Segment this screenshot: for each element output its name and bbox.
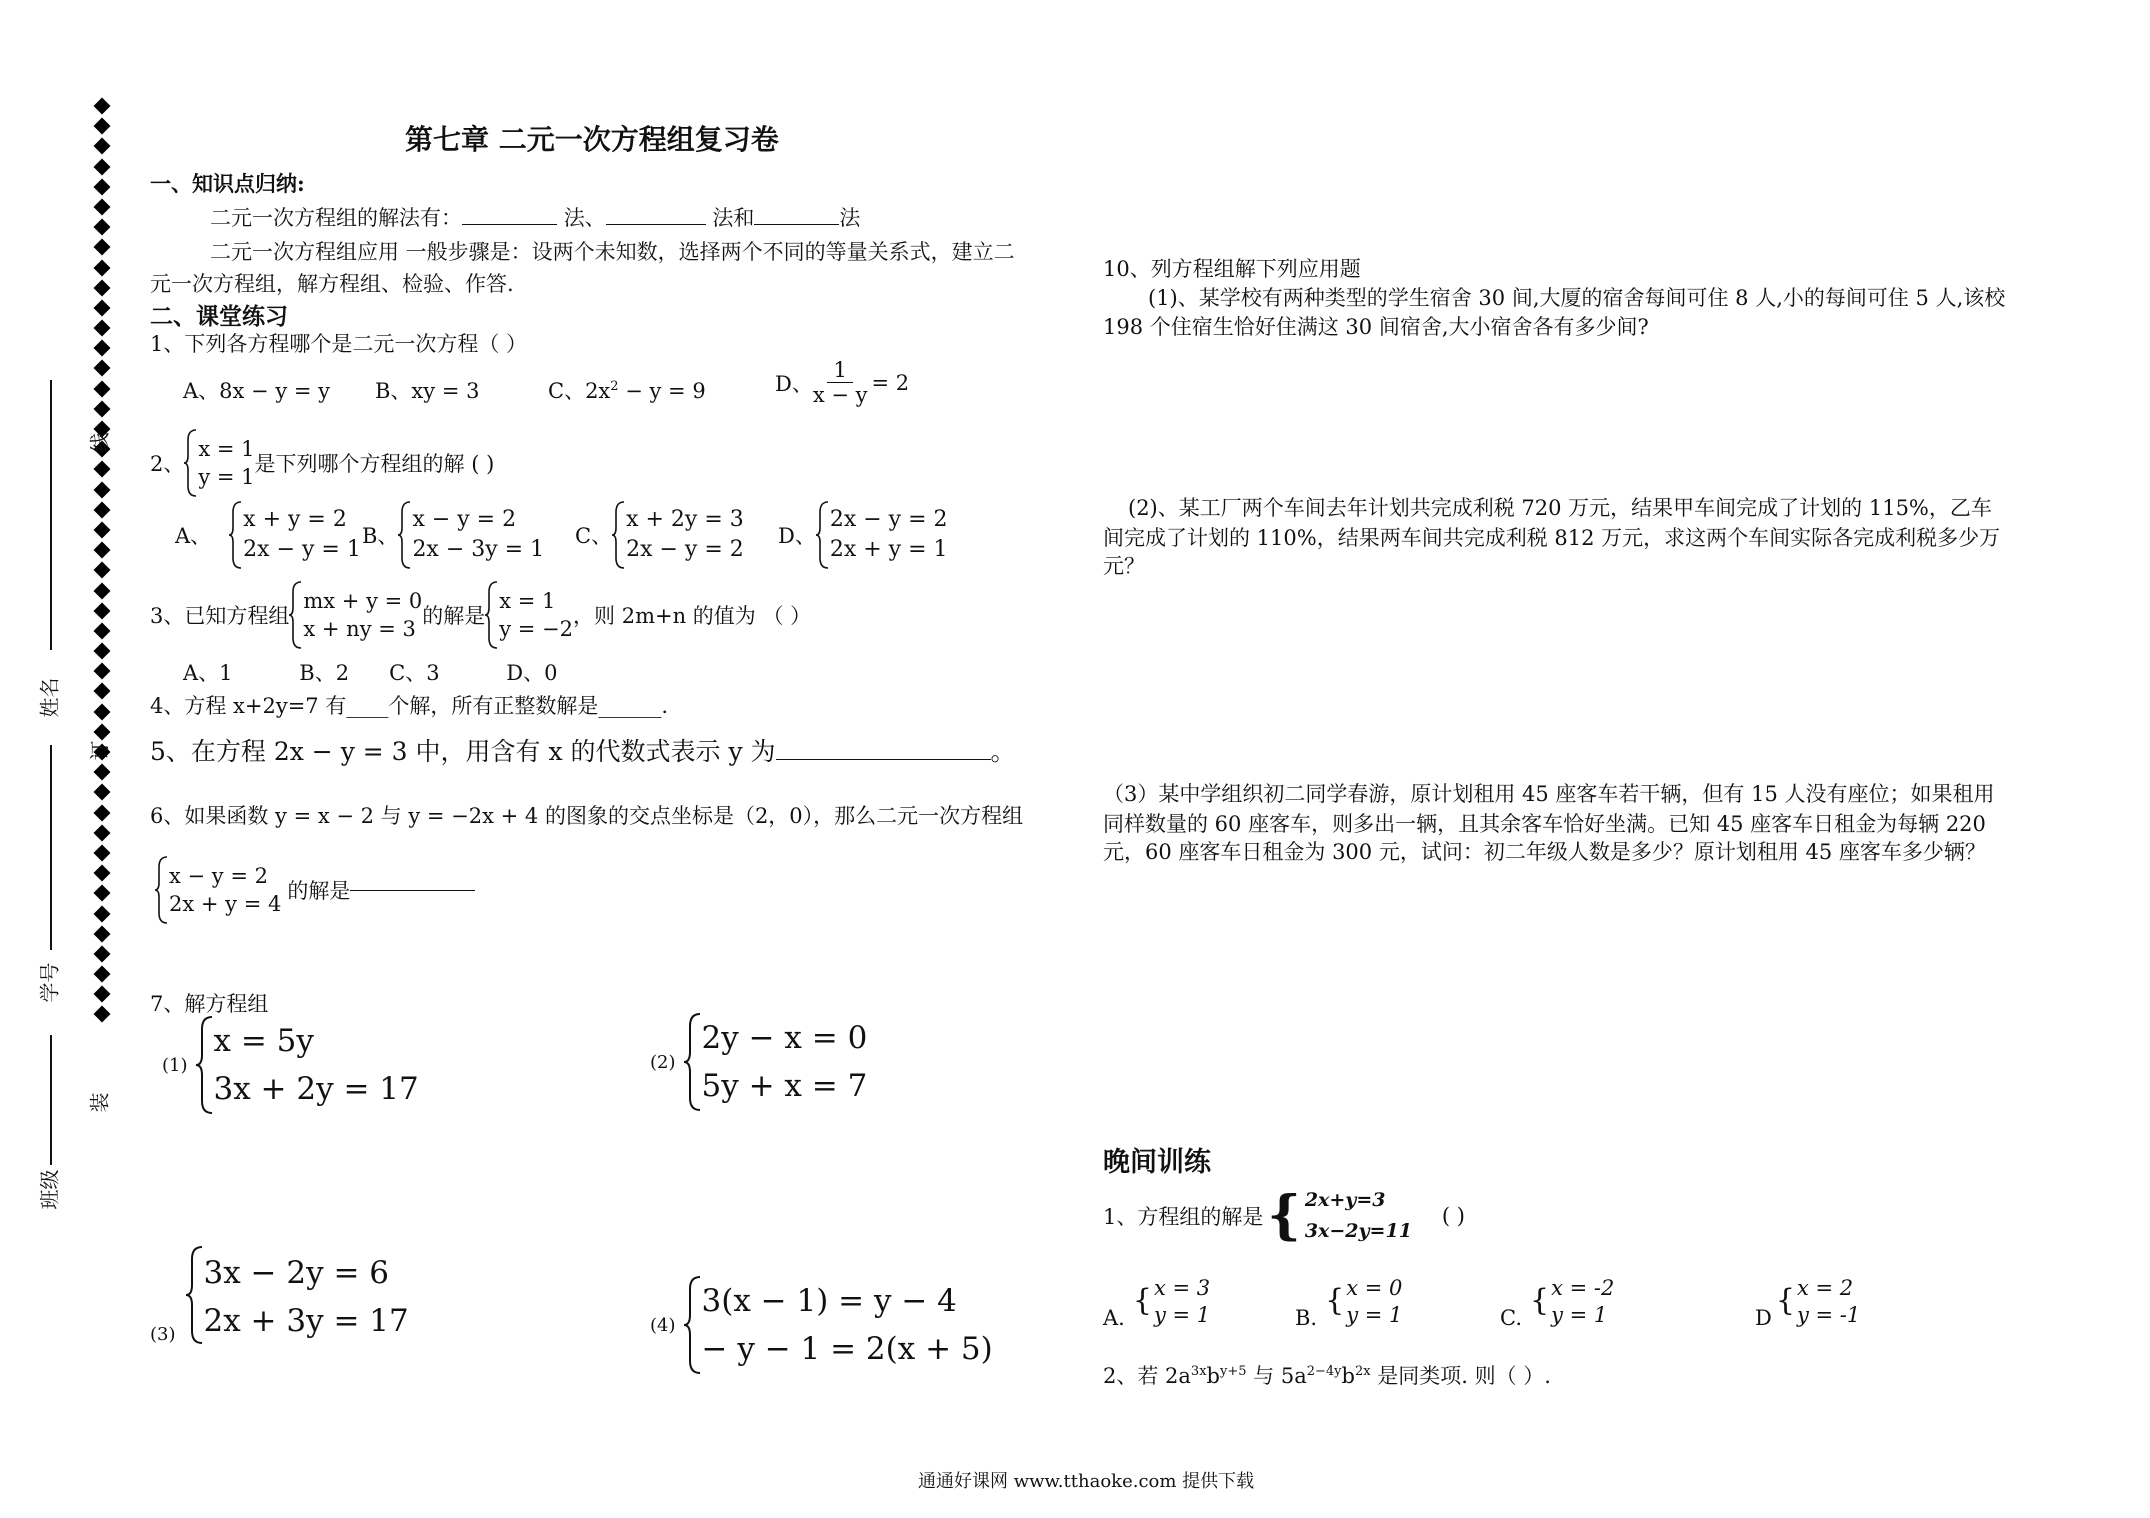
q7-part2: (2) 2y − x = 0 5y + x = 7 xyxy=(650,1012,867,1112)
q4-stem: 4、方程 x+2y=7 有____个解，所有正整数解是______. xyxy=(150,694,669,718)
section2-heading: 二、课堂练习 xyxy=(150,303,288,330)
side-line-char: 线 xyxy=(87,432,112,453)
section1-line1: 二元一次方程组的解法有： 法、 法和 法 xyxy=(210,206,861,230)
q3-options: A、1 B、2 C、3 D、0 xyxy=(183,661,558,685)
q6-stem: 6、如果函数 y = x − 2 与 y = −2x + 4 的图象的交点坐标是（2，0），那么二元一次方程组 xyxy=(150,804,1024,828)
q2-option-b: B、 x − y = 2 2x − 3y = 1 xyxy=(362,500,544,570)
evening-q1-option-d: D { x = 2 y = -1 xyxy=(1755,1276,1861,1330)
q7-part3: (3) 3x − 2y = 6 2x + 3y = 17 xyxy=(150,1245,409,1345)
q1-option-d: D、 $\frac{1}{x - y}$ = 2 xyxy=(775,358,910,407)
q2-option-d: D、 2x − y = 2 2x + y = 1 xyxy=(778,500,948,570)
section1-heading: 一、知识点归纳: xyxy=(150,171,305,196)
q3-stem: 3、已知方程组 mx + y = 0 x + ny = 3 的解是 x = 1 y = −2 ，则 2m+n 的值为 （ ） xyxy=(150,580,811,650)
q2-stem: 2、 x = 1 y = 1 是下列哪个方程组的解 ( ) xyxy=(150,428,494,498)
q6-system: x − y = 2 2x + y = 4 的解是 xyxy=(155,855,475,925)
evening-q2-stem: 2、若 $2a^{3x}b^{y+5}$ 与 $5a^{2-4y}b^{2x}$ 是同类项. 则（ ）. xyxy=(1103,1364,1551,1388)
q7-stem: 7、解方程组 xyxy=(150,992,269,1016)
q10-part1-line1: (1)、某学校有两种类型的学生宿舍 30 间,大厦的宿舍每间可住 8 人,小的每间可住 5 人,该校 xyxy=(1148,286,2006,310)
name-field-label: 姓名 xyxy=(37,677,62,718)
q1-option-a: A、8x − y = y xyxy=(183,379,330,403)
footer-credit: 通通好课网 www.tthaoke.com 提供下载 xyxy=(918,1471,1255,1492)
q10-part3-line2: 同样数量的 60 座客车，则多出一辆，且其余客车恰好坐满。已知 45 座客车日租金为每辆 220 xyxy=(1103,812,1986,836)
q5-stem: 5、在方程 2x − y = 3 中，用含有 x 的代数式表示 y 为 。 xyxy=(150,737,1016,766)
q2-option-a: A、 x + y = 2 2x − y = 1 xyxy=(175,500,361,570)
class-field-label: 班级 xyxy=(37,1169,62,1210)
q10-part3-line1: （3）某中学组织初二同学春游，原计划租用 45 座客车若干辆，但有 15 人没有座位；如果租用 xyxy=(1103,782,1995,806)
class-field-line xyxy=(50,1035,52,1165)
section1-line2: 二元一次方程组应用 一般步骤是：设两个未知数，选择两个不同的等量关系式，建立二 xyxy=(210,240,1015,264)
evening-q1-option-c: C. { x = -2 y = 1 xyxy=(1500,1276,1615,1330)
q7-part4: (4) 3(x − 1) = y − 4 − y − 1 = 2(x + 5) xyxy=(650,1275,993,1375)
q10-part2-line1: (2)、某工厂两个车间去年计划共完成利税 720 万元，结果甲车间完成了计划的 115%，乙车 xyxy=(1128,496,1992,520)
id-field-line xyxy=(50,745,52,950)
side-ding-char: 订 xyxy=(87,740,112,761)
q2-option-c: C、 x + 2y = 3 2x − y = 2 xyxy=(575,500,744,570)
q1-option-b: B、xy = 3 xyxy=(375,379,480,403)
evening-q1-option-a: A. { x = 3 y = 1 xyxy=(1103,1276,1211,1330)
section1-line3: 元一次方程组，解方程组、检验、作答. xyxy=(150,272,514,296)
q10-part2-line2: 间完成了计划的 110%，结果两车间共完成利税 812 万元，求这两个车间实际各完成利税多少万 xyxy=(1103,526,2001,550)
evening-heading: 晚间训练 xyxy=(1103,1147,1211,1178)
evening-q1-stem: 1、方程组的解是 { 2x+y=3 3x−2y=11 ( ) xyxy=(1103,1185,1465,1247)
q1-stem: 1、下列各方程哪个是二元一次方程（ ） xyxy=(150,332,528,356)
page-title: 第七章 二元一次方程组复习卷 xyxy=(405,123,779,156)
binding-diamonds xyxy=(92,100,114,1029)
q7-part1: (1) x = 5y 3x + 2y = 17 xyxy=(162,1015,419,1115)
id-field-label: 学号 xyxy=(37,962,62,1003)
side-zhuang-char: 装 xyxy=(87,1092,112,1113)
q10-part2-line3: 元？ xyxy=(1103,554,1145,578)
q10-part1-line2: 198 个住宿生恰好住满这 30 间宿舍,大小宿舍各有多少间? xyxy=(1103,315,1649,339)
q10-stem: 10、列方程组解下列应用题 xyxy=(1103,257,1361,281)
evening-q1-option-b: B. { x = 0 y = 1 xyxy=(1295,1276,1403,1330)
q10-part3-line3: 元，60 座客车日租金为 300 元，试问：初二年级人数是多少？原计划租用 45 座客车多少辆？ xyxy=(1103,840,1986,864)
name-field-line xyxy=(50,380,52,650)
q1-option-c: C、$2x^2 - y = 9$ xyxy=(548,379,706,403)
